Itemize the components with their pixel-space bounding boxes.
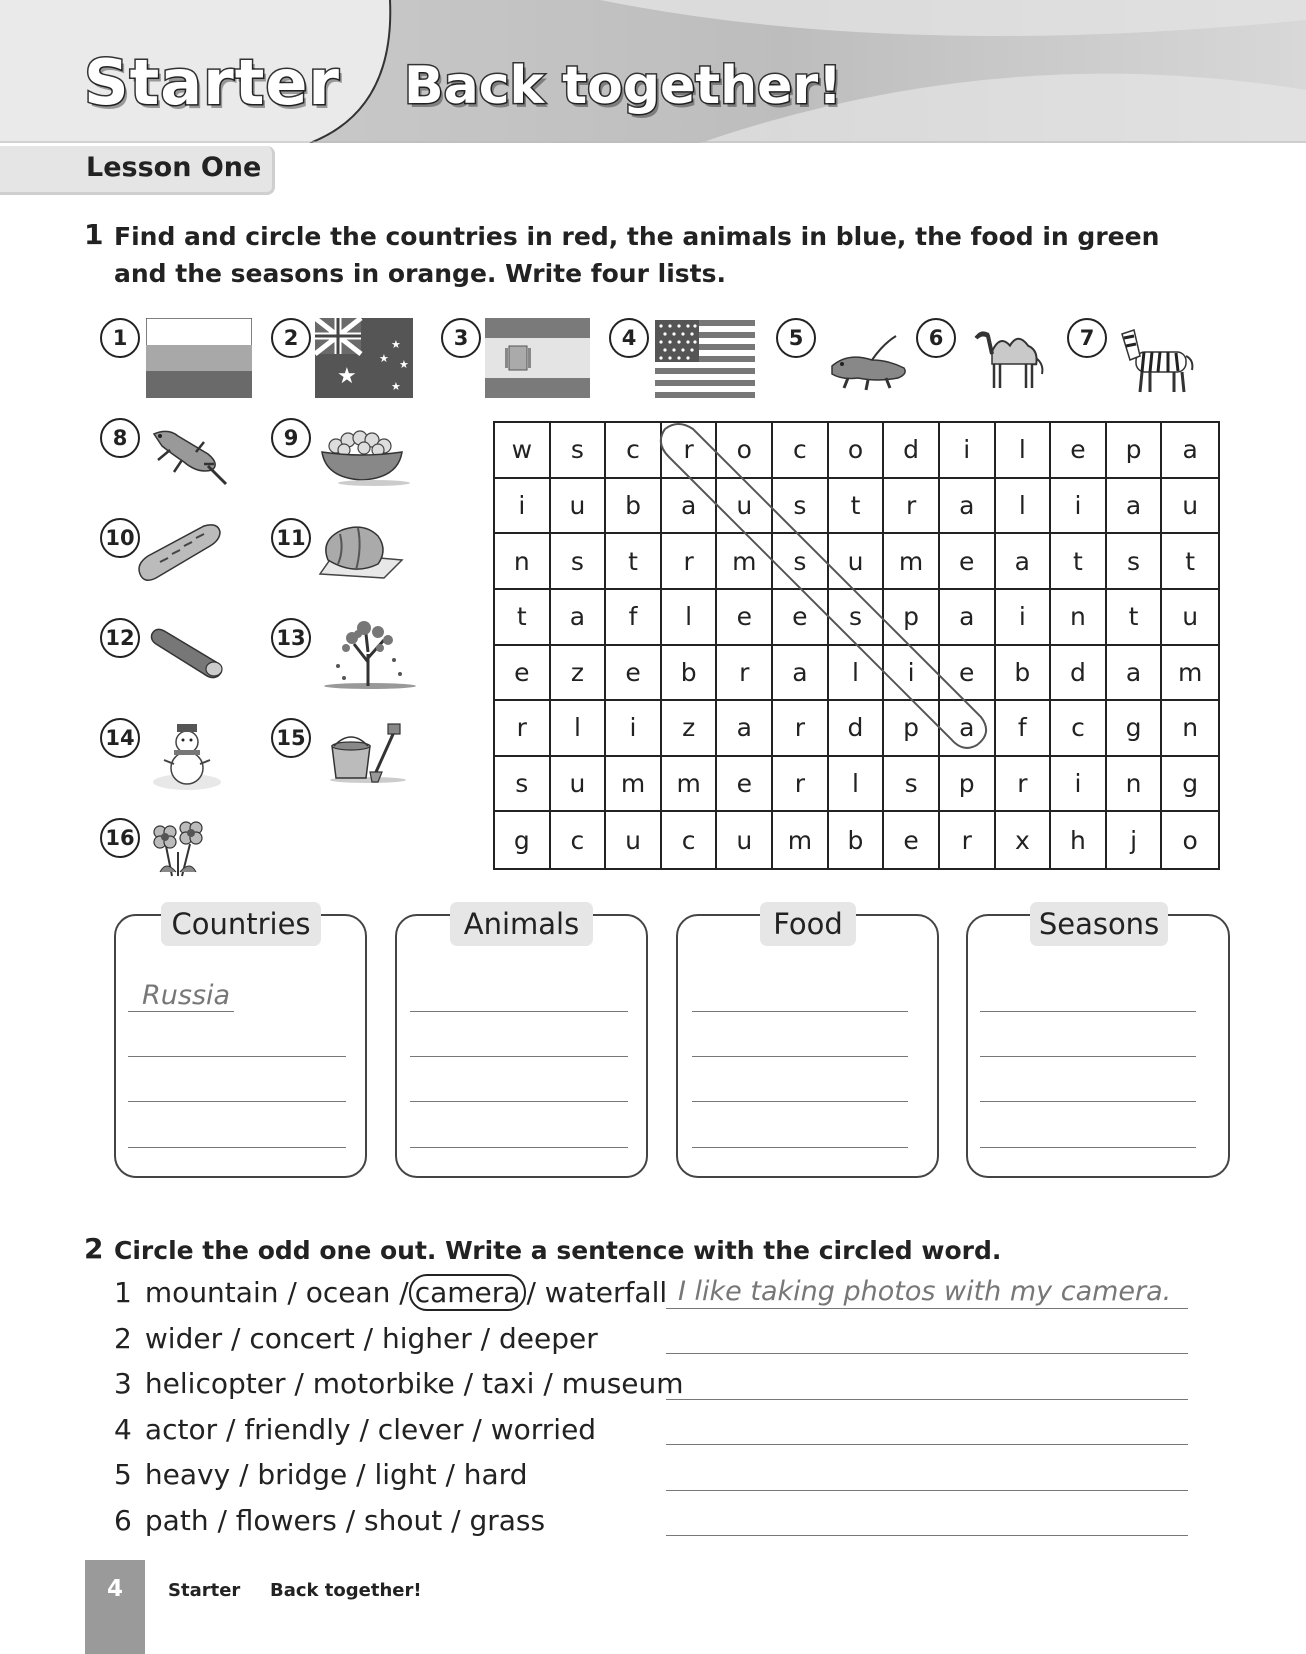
- answer-line[interactable]: [128, 1011, 234, 1012]
- exercise-2-item-6: 6 path / flowers / shout / grass: [114, 1504, 546, 1537]
- starter-title: Starter: [84, 46, 340, 119]
- wordsearch-cell[interactable]: m: [884, 534, 940, 590]
- wordsearch-cell[interactable]: l: [996, 423, 1052, 479]
- picture-number: 8: [100, 418, 140, 458]
- page-number: 4: [106, 1576, 123, 1602]
- wordsearch-cell[interactable]: p: [884, 590, 940, 646]
- footer-title: Back together!: [270, 1580, 422, 1601]
- circled-word[interactable]: camera: [409, 1274, 527, 1311]
- animals-box: [395, 914, 648, 1178]
- wordsearch-grid: [493, 421, 1220, 870]
- exercise-2-item-4: 4 actor / friendly / clever / worried: [114, 1413, 597, 1446]
- wordsearch-cell[interactable]: s: [773, 479, 829, 535]
- wordsearch-cell[interactable]: t: [1107, 590, 1163, 646]
- footer-page-tab: [85, 1560, 145, 1654]
- answer-line[interactable]: [666, 1308, 1188, 1309]
- picture-number: 9: [271, 418, 311, 458]
- wordsearch-cell[interactable]: i: [996, 590, 1052, 646]
- seasons-box: [966, 914, 1230, 1178]
- exercise-2-item-5: 5 heavy / bridge / light / hard: [114, 1458, 528, 1491]
- wordsearch-cell[interactable]: i: [495, 479, 551, 535]
- answer-line[interactable]: [692, 1056, 908, 1057]
- svg-text:★: ★: [391, 380, 401, 393]
- russia-flag-icon: [146, 318, 252, 398]
- wordsearch-cell[interactable]: e: [940, 646, 996, 702]
- wordsearch-cell[interactable]: m: [1162, 646, 1218, 702]
- crocodile-icon: [828, 330, 910, 392]
- wordsearch-cell[interactable]: s: [829, 590, 885, 646]
- wordsearch-cell[interactable]: n: [1051, 590, 1107, 646]
- food-box: [676, 914, 939, 1178]
- wordsearch-cell[interactable]: r: [662, 423, 718, 479]
- answer-line[interactable]: [666, 1444, 1188, 1445]
- wordsearch-cell[interactable]: w: [495, 423, 551, 479]
- picture-number: 2: [271, 318, 311, 358]
- picture-number: 4: [609, 318, 649, 358]
- lesson-label: Lesson One: [86, 152, 262, 183]
- svg-text:★: ★: [337, 364, 357, 389]
- wordsearch-cell[interactable]: r: [884, 479, 940, 535]
- wordsearch-cell[interactable]: e: [606, 646, 662, 702]
- answer-line[interactable]: [980, 1011, 1196, 1012]
- picture-number: 3: [441, 318, 481, 358]
- answer-line[interactable]: [666, 1490, 1188, 1491]
- exercise-2-item-2: 2 wider / concert / higher / deeper: [114, 1322, 598, 1355]
- wordsearch-cell[interactable]: e: [884, 812, 940, 868]
- wordsearch-cell[interactable]: n: [1107, 757, 1163, 813]
- wordsearch-cell[interactable]: c: [551, 812, 607, 868]
- wordsearch-cell[interactable]: l: [829, 646, 885, 702]
- wordsearch-cell[interactable]: n: [1162, 701, 1218, 757]
- wordsearch-cell[interactable]: b: [996, 646, 1052, 702]
- wordsearch-cell[interactable]: u: [829, 534, 885, 590]
- picture-number: 1: [100, 318, 140, 358]
- wordsearch-cell[interactable]: b: [829, 812, 885, 868]
- wordsearch-cell[interactable]: e: [717, 757, 773, 813]
- wordsearch-cell[interactable]: z: [662, 701, 718, 757]
- svg-text:★: ★: [391, 338, 401, 351]
- wordsearch-cell[interactable]: m: [662, 757, 718, 813]
- wordsearch-cell[interactable]: g: [495, 812, 551, 868]
- exercise-2-item-1: 1 mountain / ocean / camera / waterfall: [114, 1276, 668, 1309]
- exercise-2-item-3: 3 helicopter / motorbike / taxi / museum: [114, 1367, 684, 1400]
- wordsearch-cell[interactable]: u: [717, 812, 773, 868]
- wordsearch-cell[interactable]: z: [551, 646, 607, 702]
- meat-icon: [314, 520, 408, 588]
- wordsearch-cell[interactable]: a: [940, 590, 996, 646]
- wordsearch-cell[interactable]: a: [773, 646, 829, 702]
- wordsearch-cell[interactable]: t: [606, 534, 662, 590]
- countries-box: [114, 914, 367, 1178]
- cucumber-icon: [148, 624, 228, 680]
- wordsearch-cell[interactable]: r: [940, 812, 996, 868]
- seasons-label: Seasons: [1030, 902, 1168, 946]
- exercise-2-number: 2: [84, 1232, 104, 1265]
- answer-line[interactable]: [410, 1147, 628, 1148]
- wordsearch-cell[interactable]: r: [773, 757, 829, 813]
- zebra-icon: [1118, 326, 1198, 394]
- wordsearch-cell[interactable]: i: [1051, 479, 1107, 535]
- wordsearch-cell[interactable]: c: [662, 812, 718, 868]
- wordsearch-cell[interactable]: f: [606, 590, 662, 646]
- wordsearch-cell[interactable]: t: [1051, 534, 1107, 590]
- wordsearch-cell[interactable]: c: [773, 423, 829, 479]
- wordsearch-cell[interactable]: c: [606, 423, 662, 479]
- wordsearch-cell[interactable]: n: [495, 534, 551, 590]
- wordsearch-cell[interactable]: u: [1162, 590, 1218, 646]
- answer-line[interactable]: [980, 1056, 1196, 1057]
- wordsearch-cell[interactable]: l: [829, 757, 885, 813]
- wordsearch-cell[interactable]: p: [884, 701, 940, 757]
- wordsearch-cell[interactable]: a: [1107, 479, 1163, 535]
- wordsearch-cell[interactable]: l: [996, 479, 1052, 535]
- wordsearch-cell[interactable]: j: [1107, 812, 1163, 868]
- wordsearch-cell[interactable]: r: [773, 701, 829, 757]
- wordsearch-cell[interactable]: i: [940, 423, 996, 479]
- answer-line[interactable]: [128, 1056, 346, 1057]
- wordsearch-cell[interactable]: r: [996, 757, 1052, 813]
- wordsearch-cell[interactable]: a: [551, 590, 607, 646]
- spain-flag-icon: [485, 318, 590, 398]
- wordsearch-cell[interactable]: f: [996, 701, 1052, 757]
- wordsearch-cell[interactable]: a: [996, 534, 1052, 590]
- picture-number: 6: [916, 318, 956, 358]
- picture-number: 12: [100, 618, 140, 658]
- answer-line[interactable]: [410, 1101, 628, 1102]
- wordsearch-cell[interactable]: e: [495, 646, 551, 702]
- picture-number: 10: [100, 518, 140, 558]
- bread-loaf-icon: [134, 520, 224, 586]
- snowman-icon: [150, 716, 224, 792]
- wordsearch-cell[interactable]: t: [495, 590, 551, 646]
- wordsearch-cell[interactable]: o: [829, 423, 885, 479]
- wordsearch-cell[interactable]: r: [662, 534, 718, 590]
- answer-line[interactable]: [410, 1056, 628, 1057]
- answer-line[interactable]: [666, 1535, 1188, 1536]
- wordsearch-cell[interactable]: d: [1051, 646, 1107, 702]
- wordsearch-cell[interactable]: t: [829, 479, 885, 535]
- svg-text:★: ★: [379, 352, 389, 365]
- exercise-1-instruction-line2: and the seasons in orange. Write four lists.: [114, 259, 726, 288]
- answer-line[interactable]: [128, 1101, 346, 1102]
- picture-number: 11: [271, 518, 311, 558]
- wordsearch-cell[interactable]: s: [495, 757, 551, 813]
- wordsearch-cell[interactable]: e: [1051, 423, 1107, 479]
- wordsearch-cell[interactable]: i: [606, 701, 662, 757]
- wordsearch-cell[interactable]: i: [1051, 757, 1107, 813]
- wordsearch-cell[interactable]: o: [717, 423, 773, 479]
- wordsearch-cell[interactable]: a: [717, 701, 773, 757]
- picture-number: 5: [776, 318, 816, 358]
- picture-number: 15: [271, 718, 311, 758]
- autumn-tree-icon: [318, 614, 418, 690]
- countries-example-answer: Russia: [142, 980, 231, 1011]
- wordsearch-cell[interactable]: u: [551, 757, 607, 813]
- wordsearch-cell[interactable]: i: [884, 646, 940, 702]
- wordsearch-cell[interactable]: m: [773, 812, 829, 868]
- wordsearch-cell[interactable]: h: [1051, 812, 1107, 868]
- picture-number: 14: [100, 718, 140, 758]
- answer-line[interactable]: [692, 1011, 908, 1012]
- answer-line[interactable]: [410, 1011, 628, 1012]
- wordsearch-cell[interactable]: m: [717, 534, 773, 590]
- answer-line[interactable]: [692, 1147, 908, 1148]
- wordsearch-cell[interactable]: e: [717, 590, 773, 646]
- wordsearch-cell[interactable]: s: [1107, 534, 1163, 590]
- answer-line[interactable]: [980, 1101, 1196, 1102]
- flowers-icon: [146, 812, 212, 878]
- svg-text:★: ★: [399, 358, 409, 371]
- usa-flag-icon: [655, 320, 755, 398]
- footer-section: Starter: [168, 1580, 241, 1601]
- wordsearch-cell[interactable]: d: [829, 701, 885, 757]
- wordsearch-cell[interactable]: u: [717, 479, 773, 535]
- wordsearch-cell[interactable]: g: [1162, 757, 1218, 813]
- wordsearch-cell[interactable]: p: [1107, 423, 1163, 479]
- wordsearch-cell[interactable]: l: [551, 701, 607, 757]
- picture-number: 7: [1067, 318, 1107, 358]
- wordsearch-cell[interactable]: s: [884, 757, 940, 813]
- wordsearch-cell[interactable]: a: [1107, 646, 1163, 702]
- wordsearch-cell[interactable]: b: [662, 646, 718, 702]
- wordsearch-cell[interactable]: b: [606, 479, 662, 535]
- countries-label: Countries: [161, 902, 321, 946]
- wordsearch-cell[interactable]: a: [940, 479, 996, 535]
- food-label: Food: [760, 902, 856, 946]
- wordsearch-cell[interactable]: s: [551, 534, 607, 590]
- exercise-2-instruction: Circle the odd one out. Write a sentence with the circled word.: [114, 1236, 1002, 1265]
- exercise-1-number: 1: [84, 218, 104, 251]
- camel-icon: [970, 324, 1050, 390]
- wordsearch-cell[interactable]: r: [717, 646, 773, 702]
- wordsearch-cell[interactable]: g: [1107, 701, 1163, 757]
- wordsearch-cell[interactable]: e: [940, 534, 996, 590]
- wordsearch-cell[interactable]: m: [606, 757, 662, 813]
- wordsearch-cell[interactable]: t: [1162, 534, 1218, 590]
- animals-label: Animals: [450, 902, 593, 946]
- wordsearch-cell[interactable]: o: [1182, 825, 1198, 855]
- answer-line[interactable]: [692, 1101, 908, 1102]
- lizard-icon: [148, 424, 230, 486]
- wordsearch-cell[interactable]: a: [1162, 423, 1218, 479]
- bucket-spade-icon: [326, 722, 408, 784]
- wordsearch-cell[interactable]: s: [551, 423, 607, 479]
- wordsearch-cell[interactable]: c: [1051, 701, 1107, 757]
- answer-line[interactable]: [666, 1353, 1188, 1354]
- wordsearch-cell[interactable]: d: [884, 423, 940, 479]
- wordsearch-cell[interactable]: p: [940, 757, 996, 813]
- wordsearch-cell[interactable]: x: [996, 812, 1052, 868]
- answer-line[interactable]: [980, 1147, 1196, 1148]
- wordsearch-cell[interactable]: s: [773, 534, 829, 590]
- wordsearch-cell[interactable]: l: [662, 590, 718, 646]
- wordsearch-cell[interactable]: r: [495, 701, 551, 757]
- wordsearch-cell[interactable]: u: [1162, 479, 1218, 535]
- wordsearch-cell[interactable]: a: [662, 479, 718, 535]
- wordsearch-cell[interactable]: e: [773, 590, 829, 646]
- answer-line[interactable]: [666, 1399, 1188, 1400]
- picture-number: 16: [100, 818, 140, 858]
- australia-flag-icon: [315, 318, 413, 398]
- answer-line[interactable]: [128, 1147, 346, 1148]
- popcorn-bowl-icon: [314, 428, 410, 486]
- exercise-1-instruction-line1: Find and circle the countries in red, the animals in blue, the food in green: [114, 222, 1160, 251]
- wordsearch-cell[interactable]: u: [606, 812, 662, 868]
- picture-number: 13: [271, 618, 311, 658]
- unit-title: Back together!: [404, 56, 842, 116]
- wordsearch-cell[interactable]: u: [551, 479, 607, 535]
- wordsearch-cell[interactable]: a: [940, 701, 996, 757]
- exercise-2-example-answer: I like taking photos with my camera.: [678, 1276, 1172, 1307]
